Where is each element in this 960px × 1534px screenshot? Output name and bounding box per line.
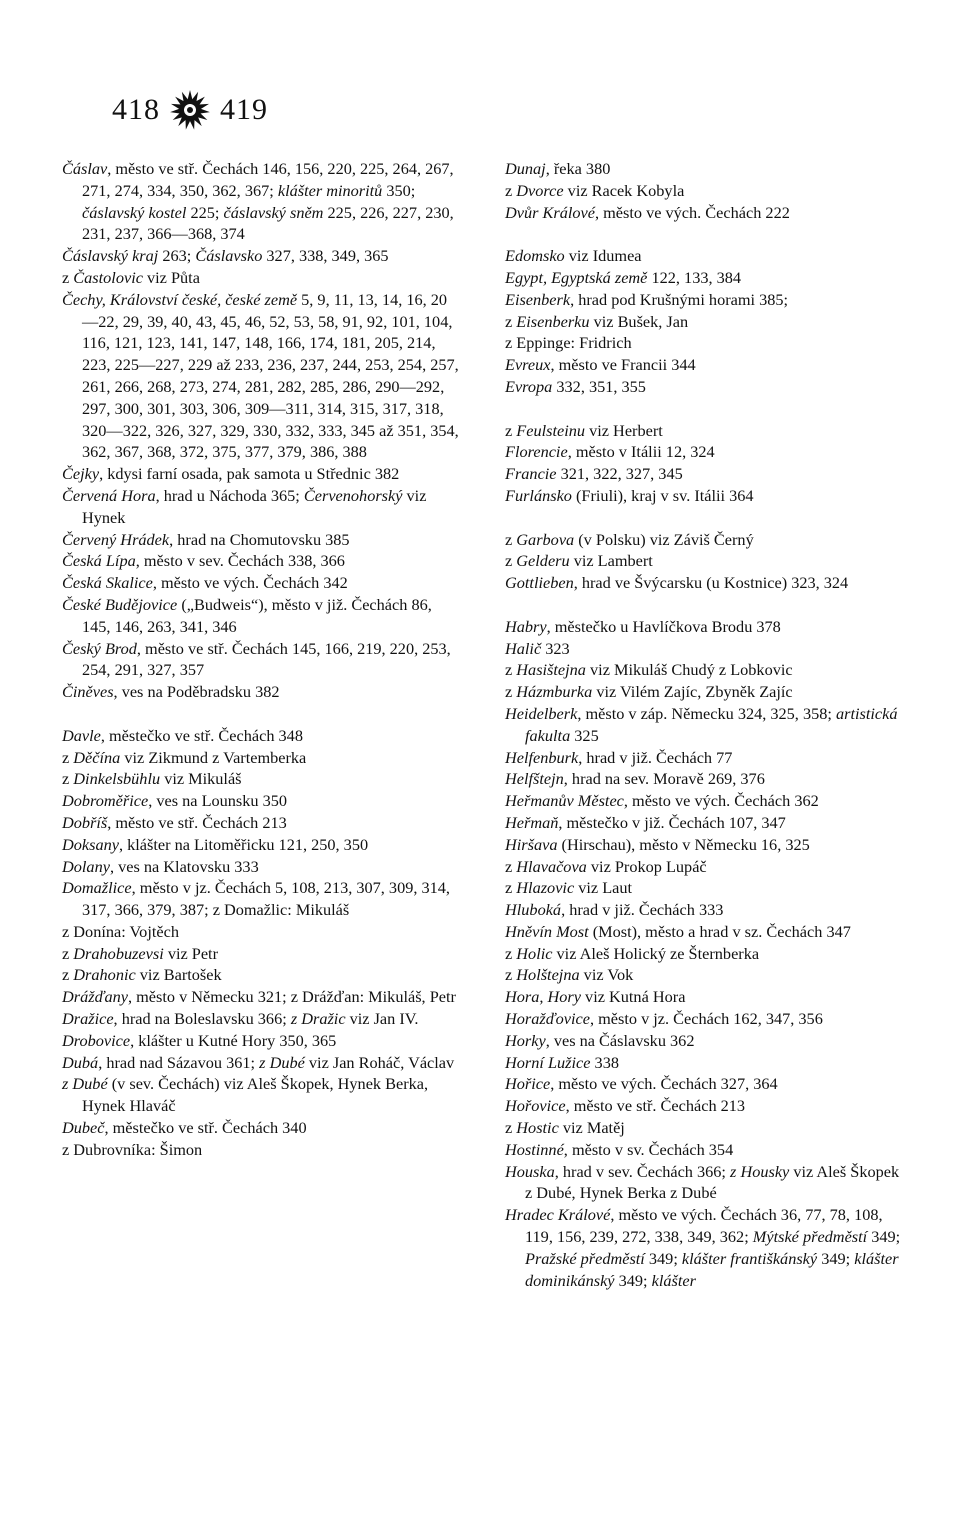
entry-text: viz Mikuláš Chudý z Lobkovic [585,660,793,680]
entry-text: (Friuli), kraj v sv. Itálii 364 [571,485,754,505]
entry-italic-text: Hlavačova [516,856,587,876]
entry-italic-text: Drobovice [62,1030,131,1050]
entry-italic-text: Mýtské předměstí [752,1227,868,1247]
index-entry [62,921,460,943]
entry-italic-text: Hiršava [505,834,558,854]
index-entry [505,245,905,267]
entry-text: (v sev. Čechách) viz Aleš Škopek, Hynek Berka, Hynek Hlaváč [82,1074,429,1116]
index-entry [505,463,905,485]
index-entry [505,572,905,594]
entry-italic-text: Hasištejna [516,660,586,680]
entry-italic-text: Děčína [73,747,121,767]
index-entry [505,180,905,202]
entry-text: viz Racek Kobyla [563,180,685,200]
entry-text: z [505,943,517,963]
entry-text: z [505,682,517,702]
index-entry [62,943,460,965]
entry-italic-text: Pražské předměstí [525,1248,645,1268]
entry-text: z [62,267,74,287]
entry-italic-text: Hořice [505,1074,551,1094]
index-entry [62,1139,460,1161]
entry-text: , hrad na Chomutovsku 385 [169,529,350,549]
entry-text: , město ve vých. Čechách 222 [594,202,790,222]
index-entry [62,550,460,572]
index-entry [505,1030,905,1052]
entry-italic-text: Egypt, Egyptská země [505,267,648,287]
entry-italic-text: Čáslavsko [195,246,263,266]
section-gap [505,398,905,420]
entry-text: viz Bušek, Jan [589,311,689,331]
index-entry [62,638,460,682]
entry-italic-text: artistická fakulta [525,703,898,745]
index-entry [505,681,905,703]
index-entry [505,877,905,899]
index-column-left [62,158,460,1161]
index-entry [505,747,905,769]
entry-italic-text: Doksany [62,834,119,854]
entry-italic-text: Dubá [62,1052,99,1072]
entry-text: viz Bartošek [135,965,222,985]
index-entry [62,877,460,921]
entry-italic-text: z Housky [730,1161,790,1181]
entry-text: 332, 351, 355 [552,376,646,396]
entry-text: , ves na Klatovsku 333 [109,856,259,876]
entry-italic-text: Čáslavský kraj [62,246,159,266]
entry-italic-text: Hostinné [505,1139,564,1159]
entry-text: z [505,965,517,985]
entry-text: , řeka 380 [545,159,611,178]
entry-italic-text: klášter františkánský [681,1248,818,1268]
entry-italic-text: Červenohorský [303,485,403,505]
entry-text: , město v jz. Čechách 5, 108, 213, 307, 309, 314, 317, 366, 379, 387; z Domažlic: Mikuláš [82,878,450,920]
entry-text: z [505,529,517,549]
entry-text: z [62,943,74,963]
entry-text: z [505,551,517,571]
section-gap [505,594,905,616]
index-entry [505,856,905,878]
entry-text: 349; [867,1227,901,1247]
entry-italic-text: Heřmaň [505,812,559,832]
entry-text: , město ve vých. Čechách 36, 77, 78, 108, 119, 156, 239, 272, 338, 349, 362; [525,1205,883,1247]
entry-text: 349; [614,1270,652,1290]
entry-text: viz Lambert [569,551,653,571]
entry-text: z [62,965,74,985]
index-entry [505,550,905,572]
index-entry [62,594,460,638]
entry-italic-text: Dobroměřice [62,791,149,811]
entry-text: , město v jz. Čechách 162, 347, 356 [589,1009,823,1029]
entry-italic-text: Čáslav [62,159,108,178]
index-entry [505,768,905,790]
entry-italic-text: Dinkelsbühlu [73,769,161,789]
entry-italic-text: Evropa [505,376,553,396]
entry-italic-text: Česká Skalice [62,573,153,593]
entry-text: (Most), město a hrad v sz. Čechách 347 [588,921,851,941]
index-entry [62,1117,460,1139]
entry-text: viz Aleš Holický ze Šternberka [552,943,760,963]
index-entry [505,441,905,463]
entry-italic-text: Florencie [505,442,568,462]
index-entry [505,1204,905,1291]
entry-italic-text: Dražice [62,1009,114,1029]
entry-text: , město ve vých. Čechách 327, 364 [550,1074,778,1094]
entry-text: 327, 338, 349, 365 [262,246,389,266]
entry-italic-text: Feulsteinu [516,420,586,440]
index-entry [505,332,905,354]
entry-italic-text: Holštejna [516,965,580,985]
entry-italic-text: Heřmanův Městec [505,791,624,811]
entry-text: , město v Německu 321; z Drážďan: Mikuláš, Petr [127,987,456,1007]
index-entry [62,986,460,1008]
index-entry [62,1073,460,1117]
entry-italic-text: Dvorce [516,180,564,200]
entry-italic-text: Hněvín Most [505,921,589,941]
entry-text: 325 [570,725,599,745]
entry-text: 321, 322, 327, 345 [556,464,683,484]
sun-ornament-icon [166,88,214,132]
index-entry [505,376,905,398]
entry-text: viz Zikmund z Vartemberka [120,747,307,767]
entry-text: 122, 133, 384 [647,267,742,287]
index-entry [62,681,460,703]
entry-italic-text: Hluboká [505,900,562,920]
index-entry [505,289,905,311]
entry-italic-text: z Dražic [290,1009,346,1029]
entry-text: 263; [158,246,196,266]
entry-text: , ves na Čáslavsku 362 [545,1030,695,1050]
index-entry [505,311,905,333]
entry-italic-text: Evreux [505,355,551,375]
index-entry [505,899,905,921]
index-entry [505,790,905,812]
entry-italic-text: Davle [62,725,101,745]
index-entry [62,747,460,769]
entry-text: 349; [644,1248,682,1268]
entry-text: viz Aleš Škopek z Dubé, Hynek Berka z Dubé [525,1161,900,1203]
entry-text: z [62,769,74,789]
entry-italic-text: Houska [505,1161,555,1181]
entry-italic-text: Horažďovice [505,1009,590,1029]
entry-text: 350; [382,180,416,200]
entry-italic-text: Furlánsko [505,485,572,505]
index-entry [62,267,460,289]
entry-text: , městečko v již. Čechách 107, 347 [558,812,786,832]
entry-text: viz Kutná Hora [580,987,686,1007]
index-entry [505,1008,905,1030]
index-entry [505,616,905,638]
index-entry [505,659,905,681]
entry-italic-text: klášter [651,1270,696,1290]
entry-text: viz Petr [163,943,219,963]
entry-text: 225, 226, 227, 230, 231, 237, 366—368, 374 [82,202,454,244]
index-entry [62,1030,460,1052]
index-entry [62,1008,460,1030]
entry-text: , městečko ve stř. Čechách 340 [104,1118,307,1138]
index-entry [505,964,905,986]
index-entry [62,768,460,790]
entry-italic-text: Eisenberku [516,311,590,331]
entry-italic-text: Edomsko [505,246,565,266]
entry-italic-text: Hradec Králové [505,1205,611,1225]
entry-text: , město ve stř. Čechách 213 [565,1096,746,1116]
entry-text: viz Půta [142,267,200,287]
entry-text: 5, 9, 11, 13, 14, 16, 20—22, 29, 39, 40, 43, 45, 46, 52, 53, 58, 91, 92, 101, 104, 116, 121, 123, 141, 147, 148, 166, 174, 181, 205, 214, 223, 225—227, 229 až 233, 236, 237, 244, 253, 254, 257, 261, 266, 268, 273, 274, 281, 282, 285, 286, 290—292, 297, 300, 301, 303, 306, 309—311, 314, 315, 317, 318, 320—322, 326, 327, 329, 330, 332, 333, 345 až 351, 354, 362, 367, 368, 372, 375, 377, 379, 386, 388 [82,289,459,462]
entry-italic-text: Český Brod [62,638,137,658]
entry-italic-text: Dobříš [62,812,108,832]
entry-text: viz Prokop Lupáč [586,856,707,876]
entry-italic-text: Častolovic [73,267,143,287]
entry-italic-text: Gottlieben [505,573,574,593]
entry-italic-text: klášter minoritů [277,180,383,200]
entry-italic-text: Helfštejn [505,769,564,789]
entry-italic-text: Holic [516,943,553,963]
entry-italic-text: Drážďany [62,987,128,1007]
entry-italic-text: Čejky [62,464,100,484]
entry-italic-text: Halič [505,638,542,658]
entry-italic-text: čáslavský sněm [223,202,324,222]
entry-text: , město v sv. Čechách 354 [563,1139,734,1159]
index-entry [62,812,460,834]
entry-italic-text: Hlazovic [516,878,575,898]
entry-text: viz Laut [574,878,633,898]
entry-text: z [505,420,517,440]
index-entry [62,529,460,551]
entry-italic-text: z Dubé [62,1074,108,1094]
index-entry [62,790,460,812]
entry-text: , městečko ve stř. Čechách 348 [100,725,303,745]
entry-text: , město ve vých. Čechách 362 [623,791,819,811]
index-entry [62,572,460,594]
entry-italic-text: Červená Hora [62,485,156,505]
entry-text: 225; [186,202,224,222]
entry-italic-text: Garbova [516,529,575,549]
entry-italic-text: Činěves [62,682,114,702]
entry-text: z [505,878,517,898]
index-entry [505,812,905,834]
section-gap [62,703,460,725]
entry-italic-text: České Budějovice [62,594,178,614]
entry-italic-text: Dunaj [505,159,546,178]
entry-text: , hrad v sev. Čechách 366; [554,1161,731,1181]
entry-text: viz Jan Roháč, Václav [304,1052,455,1072]
entry-italic-text: Čechy, Království české, české země [62,289,298,309]
entry-italic-text: Eisenberk [505,289,571,309]
entry-text: z Dubrovníka: Šimon [62,1139,203,1159]
index-entry [505,420,905,442]
entry-italic-text: Hora, Hory [505,987,581,1007]
entry-text: , hrad na Boleslavsku 366; [113,1009,291,1029]
entry-text: z [505,856,517,876]
entry-text: viz Vok [579,965,634,985]
index-entry [62,158,460,245]
entry-text: , hrad v již. Čechách 333 [561,900,724,920]
index-entry [62,964,460,986]
entry-italic-text: Česká Lípa [62,551,136,571]
index-entry [505,703,905,747]
entry-italic-text: Házmburka [516,682,593,702]
index-entry [505,1117,905,1139]
entry-text: , město v Itálii 12, 324 [567,442,715,462]
entry-text: z [505,1118,517,1138]
entry-text: z Eppinge: Fridrich [505,333,632,353]
entry-text: z Donína: Vojtěch [62,921,179,941]
entry-text: , městečko u Havlíčkova Brodu 378 [546,616,781,636]
entry-text: viz Idumea [564,246,642,266]
entry-text: z [505,660,517,680]
entry-text: , ves na Lounsku 350 [148,791,288,811]
entry-text: , kdysi farní osada, pak samota u Střednic 382 [99,464,400,484]
entry-text: („Budweis“), město v již. Čechách 86, 145, 146, 263, 341, 346 [82,594,432,636]
entry-text: , město ve stř. Čechách 145, 166, 219, 220, 253, 254, 291, 327, 357 [82,638,451,680]
index-entry [505,1139,905,1161]
index-entry [505,638,905,660]
page-number-left: 418 [112,93,160,126]
entry-text: 338 [590,1052,619,1072]
entry-italic-text: Gelderu [516,551,570,571]
index-entry [505,529,905,551]
entry-text: , město ve Francii 344 [550,355,696,375]
entry-text: , hrad ve Švýcarsku (u Kostnice) 323, 324 [573,573,849,593]
entry-text: , hrad v již. Čechách 77 [578,747,733,767]
entry-italic-text: Francie [505,464,557,484]
page-number-right: 419 [220,93,268,126]
index-entry [62,245,460,267]
entry-text: , ves na Poděbradsku 382 [113,682,280,702]
index-entry [505,943,905,965]
entry-italic-text: Horní Lužice [505,1052,591,1072]
index-column-right [505,158,905,1291]
entry-text: (v Polsku) viz Záviš Černý [574,529,754,549]
entry-italic-text: Dvůr Králové [505,202,595,222]
entry-text: 323 [541,638,570,658]
index-entry [62,289,460,463]
index-entry [505,354,905,376]
entry-italic-text: čáslavský kostel [82,202,187,222]
entry-text: viz Hynek [82,485,427,527]
entry-text: , hrad pod Krušnými horami 385; [570,289,789,309]
entry-italic-text: Helfenburk [505,747,579,767]
entry-text: , hrad nad Sázavou 361; [98,1052,260,1072]
index-entry [505,1052,905,1074]
index-entry [505,921,905,943]
entry-text: viz Mikuláš [160,769,242,789]
index-entry [62,463,460,485]
entry-text: viz Jan IV. [345,1009,419,1029]
page-header [112,88,268,132]
entry-text: z [62,747,74,767]
index-entry [505,1073,905,1095]
entry-italic-text: Červený Hrádek [62,529,170,549]
index-entry [505,158,905,180]
index-entry [62,1052,460,1074]
entry-italic-text: Dubeč [62,1118,105,1138]
entry-italic-text: Hořovice [505,1096,566,1116]
section-gap [505,223,905,245]
entry-text: , město v záp. Německu 324, 325, 358; [577,703,836,723]
index-entry [505,1161,905,1205]
entry-text: , hrad u Náchoda 365; [155,485,304,505]
entry-text: , město ve stř. Čechách 146, 156, 220, 225, 264, 267, 271, 274, 334, 350, 362, 367; [82,159,454,200]
index-entry [505,834,905,856]
entry-italic-text: Habry [505,616,547,636]
entry-text: z [505,311,517,331]
index-entry [62,834,460,856]
entry-italic-text: Horky [505,1030,546,1050]
entry-italic-text: Hostic [516,1118,559,1138]
section-gap [505,507,905,529]
entry-text: , město v sev. Čechách 338, 366 [135,551,345,571]
entry-text: 349; [817,1248,855,1268]
entry-text: (Hirschau), město v Německu 16, 325 [557,834,810,854]
index-entry [505,1095,905,1117]
index-entry [505,202,905,224]
entry-italic-text: klášter dominikánský [525,1248,899,1290]
index-entry [62,485,460,529]
entry-text: viz Matěj [558,1118,625,1138]
entry-text: , klášter na Litoměřicku 121, 250, 350 [118,834,369,854]
entry-text: , město ve stř. Čechách 213 [107,812,287,832]
entry-text: , město ve vých. Čechách 342 [152,573,348,593]
entry-italic-text: Domažlice [62,878,132,898]
index-entry [505,267,905,289]
entry-text: viz Herbert [585,420,663,440]
entry-italic-text: Dolany [62,856,110,876]
entry-text: z [505,180,517,200]
entry-italic-text: z Dubé [259,1052,305,1072]
index-entry [505,485,905,507]
entry-italic-text: Drahonic [73,965,136,985]
entry-text: , klášter u Kutné Hory 350, 365 [130,1030,337,1050]
entry-italic-text: Heidelberk [505,703,578,723]
entry-text: , hrad na sev. Moravě 269, 376 [563,769,765,789]
index-entry [505,986,905,1008]
index-entry [62,856,460,878]
index-entry [62,725,460,747]
entry-text: viz Vilém Zajíc, Zbyněk Zajíc [592,682,793,702]
entry-italic-text: Drahobuzevsi [73,943,164,963]
